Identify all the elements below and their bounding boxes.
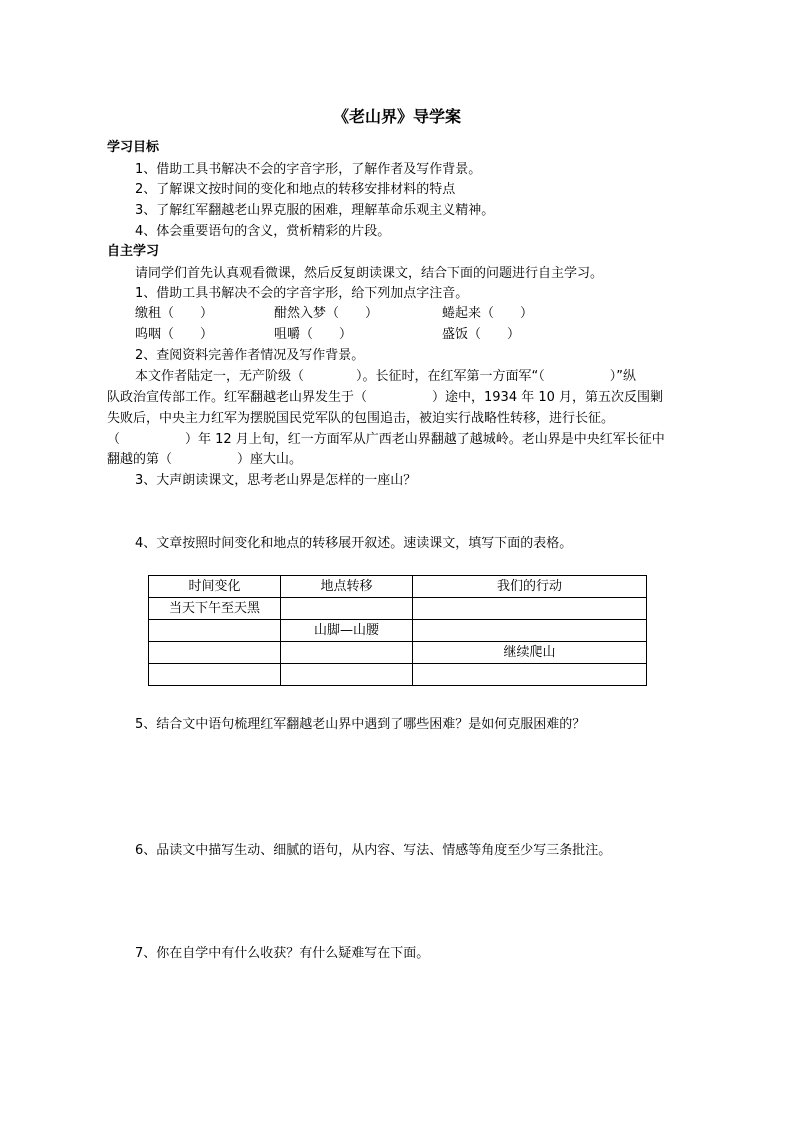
table-cell[interactable]: 山脚—山腰	[281, 620, 413, 642]
table-cell[interactable]	[413, 598, 647, 620]
background-line: 失败后，中央主力红军为摆脱国民党军队的包围追击，被迫实行战略性转移，进行长征。	[107, 411, 615, 426]
table-header-cell: 我们的行动	[413, 576, 647, 598]
self-study-intro: 请同学们首先认真观看微课，然后反复朗读课文，结合下面的问题进行自主学习。	[135, 266, 604, 281]
table-row	[149, 598, 647, 620]
table-row	[149, 642, 647, 664]
table-cell[interactable]: 当天下午至天黑	[149, 598, 281, 620]
question-3: 3、大声朗读课文，思考老山界是怎样的一座山？	[135, 473, 417, 488]
table-cell[interactable]	[149, 642, 281, 664]
question-2: 2、查阅资料完善作者情况及写作背景。	[135, 348, 365, 363]
question-6: 6、品读文中描写生动、细腻的语句，从内容、写法、情感等角度至少写三条批注。	[135, 843, 612, 858]
table-header-cell: 时间变化	[149, 576, 281, 598]
table-cell[interactable]	[413, 664, 647, 686]
goal-item-2: 2、了解课文按时间的变化和地点的转移安排材料的特点	[135, 182, 456, 197]
background-line: 翻越的第（ ）座大山。	[107, 452, 303, 467]
timeline-table	[148, 575, 647, 686]
goal-item-1: 1、借助工具书解决不会的字音字形，了解作者及写作背景。	[135, 162, 482, 177]
table-cell[interactable]	[281, 642, 413, 664]
table-header-cell: 地点转移	[281, 576, 413, 598]
table-header-row	[149, 576, 647, 598]
question-7: 7、你在自学中有什么收获？有什么疑难写在下面。	[135, 946, 430, 961]
question-5: 5、结合文中语句梳理红军翻越老山界中遇到了哪些困难？是如何克服困难的？	[135, 717, 586, 732]
section-heading-self-study: 自主学习	[107, 244, 160, 259]
table-cell[interactable]	[413, 620, 647, 642]
table-cell[interactable]	[149, 620, 281, 642]
goal-item-4: 4、体会重要语句的含义，赏析精彩的片段。	[135, 224, 391, 239]
pinyin-item: 盛饭（ ）	[442, 327, 521, 342]
pinyin-item: 呜咽（ ）	[135, 327, 214, 342]
table-cell[interactable]	[281, 598, 413, 620]
table-cell[interactable]	[281, 664, 413, 686]
pinyin-item: 酣然入梦（ ）	[274, 306, 379, 321]
background-line: 队政治宣传部工作。红军翻越老山界发生于（ ）途中，1934 年 10 月，第五次反围剿	[107, 390, 664, 405]
question-1: 1、借助工具书解决不会的字音字形，给下列加点字注音。	[135, 286, 469, 301]
page-title: 《老山界》导学案	[332, 107, 461, 126]
background-line: 本文作者陆定一，无产阶级（ ）。长征时，在红军第一方面军“（ ）”纵	[135, 369, 636, 384]
goal-item-3: 3、了解红军翻越老山界克服的困难，理解革命乐观主义精神。	[135, 203, 495, 218]
table-cell[interactable]: 继续爬山	[413, 642, 647, 664]
section-heading-goals: 学习目标	[107, 140, 160, 155]
pinyin-item: 咀嚼（ ）	[274, 327, 353, 342]
table-row	[149, 664, 647, 686]
table-row	[149, 620, 647, 642]
pinyin-item: 蜷起来（ ）	[442, 306, 534, 321]
question-4: 4、文章按照时间变化和地点的转移展开叙述。速读课文，填写下面的表格。	[135, 536, 573, 551]
background-line: （ ）年 12 月上旬，红一方面军从广西老山界翻越了越城岭。老山界是中央红军长征中	[107, 432, 665, 447]
pinyin-item: 缴租（ ）	[135, 306, 214, 321]
table-cell[interactable]	[149, 664, 281, 686]
